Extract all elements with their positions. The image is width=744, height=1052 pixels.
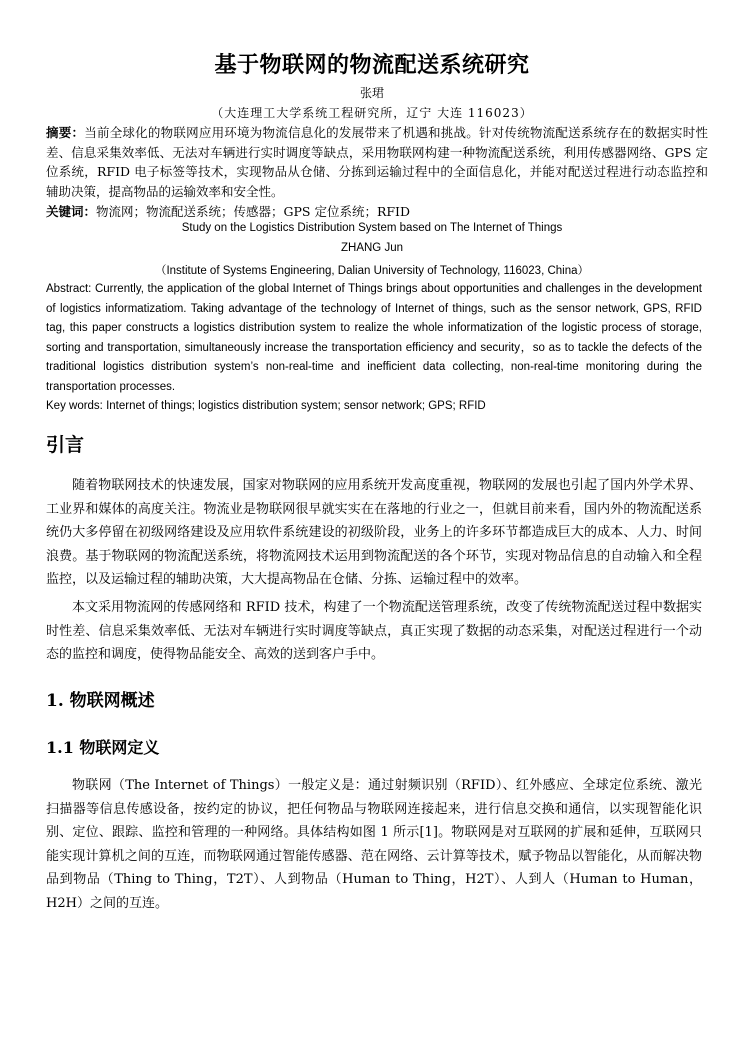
english-abstract: Abstract: Currently, the application of the global Internet of Things brings about opportunities and challenges in the development of logistics informatizatiom. Taking advantage of the technology of Internet of things, such as the sensor network, GPS, RFID tag, this paper constructs a logistics distribution system to realize the whole informatization of the logistic process of storage, sorting and transportation, simultaneously increase the transportation efficiency and security，so as to tackle the defects of the traditional logistics distribution system’s non-real-time and inefficient data collecting, non-real-time monitoring during the transportation processes. [46,283,702,393]
subsection-heading-1-1: 1.1 物联网定义 [46,738,160,757]
chinese-abstract [46,123,708,201]
author-affiliation: （大连理工大学系统工程研究所，辽宁 大连 116023） [211,106,533,120]
english-keywords: Key words: Internet of things; logistics distribution system; sensor network; GPS; RFID [46,400,486,412]
intro-paragraph-2: 本文采用物流网的传感网络和 RFID 技术，构建了一个物流配送管理系统，改变了传统物流配送过程中数据实时性差、信息采集效率低、无法对车辆进行实时调度等缺点，真正实现了数据的动态采集，对配送过程进行一个动态的监控和调度，使得物品能安全、高效的送到客户手中。 [46,600,702,662]
keywords-label: 关键词： [46,204,97,219]
english-author: ZHANG Jun [341,242,403,254]
intro-paragraph-1: 随着物联网技术的快速发展，国家对物联网的应用系统开发高度重视，物联网的发展也引起了国内外学术界、工业界和媒体的高度关注。物流业是物联网很早就实实在在落地的行业之一，但就目前来看，国内外的物流配送系统仍大多停留在初级网络建设及应用软件系统建设的初级阶段，业务上的许多环节都造成巨大的成本、人力、时间浪费。基于物联网的物流配送系统，将物流网技术运用到物流配送的各个环节，实现对物品信息的自动输入和全程监控，以及运输过程的辅助决策，大大提高物品在仓储、分拣、运输过程中的效率。 [46,478,702,587]
author-name: 张珺 [359,86,384,100]
section-heading-intro: 引言 [46,434,85,456]
english-title: Study on the Logistics Distribution System based on The Internet of Things [181,222,563,234]
english-affiliation: （Institute of Systems Engineering, Dalian University of Technology, 116023, China） [154,265,590,277]
definition-paragraph: 物联网（The Internet of Things）一般定义是：通过射频识别（RFID）、红外感应、全球定位系统、激光扫描器等信息传感设备，按约定的协议，把任何物品与物联网连接起来，进行信息交换和通信，以实现智能化识别、定位、跟踪、监控和管理的一种网络。具体结构如图 1 所示[1]。物联网是对互联网的扩展和延伸，互联网只能实现计算机之间的互连，而物联网通过智能传感器、范在网络、云计算等技术，赋予物品以智能化，从而解决物品到物品（Thing to Thing，T2T）、人到物品（Human to Thing，H2T）、人到人（Human to Human，H2H）之间的互连。 [46,778,702,911]
chinese-keywords [46,202,708,221]
keywords-text: 物流网；物流配送系统；传感器；GPS 定位系统；RFID [96,204,410,219]
paper-title: 基于物联网的物流配送系统研究 [214,52,530,78]
abstract-label: 摘要： [46,125,85,140]
abstract-text: 当前全球化的物联网应用环境为物流信息化的发展带来了机遇和挑战。针对传统物流配送系统存在的数据实时性差、信息采集效率低、无法对车辆进行实时调度等缺点，采用物联网构建一种物流配送系统，利用传感器网络、GPS 定位系统，RFID 电子标签等技术，实现物品从仓储、分拣到运输过程中的全面信息化，并能对配送过程进行动态监控和辅助决策，提高物品的运输效率和安全性。 [46,125,708,199]
section-heading-1: 1. 物联网概述 [46,691,155,711]
